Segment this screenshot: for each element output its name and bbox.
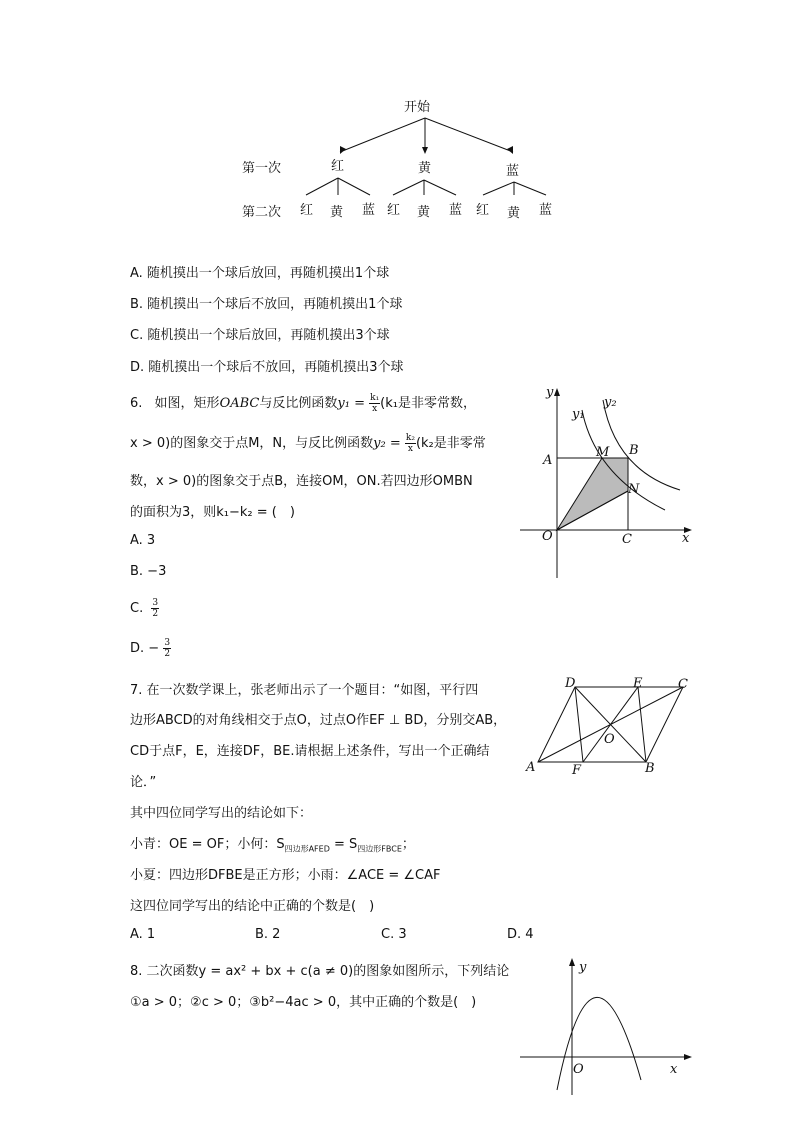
q7-sub1: 四边形AFED xyxy=(284,844,330,854)
q5-option-d[interactable]: D. 随机摸出一个球后不放回，再随机摸出3个球 xyxy=(130,360,404,375)
q6-frac1: $\frac{\text{k₁}}{x}$ xyxy=(370,393,380,414)
q6-fig-n: N xyxy=(628,482,640,497)
q6-option-c[interactable]: C. $\frac{3}{2}$ xyxy=(130,598,159,619)
q7-fig-o: O xyxy=(604,732,615,747)
tree-l1-0: 红 xyxy=(331,159,345,174)
q6-line4: 的面积为3，则k₁−k₂ = ( ) xyxy=(130,505,295,520)
q6-fig-m: M xyxy=(596,445,610,460)
tree-l2-1: 黄 xyxy=(330,205,344,220)
q7-option-a[interactable]: A. 1 xyxy=(130,927,156,942)
q6-line1 xyxy=(130,392,476,414)
q7-option-d[interactable]: D. 4 xyxy=(507,927,534,942)
q6-line2b: (k₂是非零常 xyxy=(415,436,486,451)
q8-line2: ①a > 0；②c > 0；③b²−4ac > 0，其中正确的个数是( ) xyxy=(130,995,477,1010)
q7-line4: 论．” xyxy=(130,775,157,790)
tree-l2-2: 蓝 xyxy=(362,203,376,218)
q8-figure xyxy=(515,955,695,1100)
q7-line3: CD于点F，E，连接DF，BE.请根据上述条件，写出一个正确结 xyxy=(130,744,490,759)
q7-line7: 小夏：四边形DFBE是正方形；小雨：∠ACE = ∠CAF xyxy=(130,868,441,883)
q7-line8: 这四位同学写出的结论中正确的个数是( ) xyxy=(130,899,375,914)
tree-row1-label: 第一次 xyxy=(242,161,282,176)
q7-fig-b: B xyxy=(645,761,655,776)
q7-option-b[interactable]: B. 2 xyxy=(255,927,281,942)
tree-l2-3: 红 xyxy=(387,203,401,218)
q6-line2 xyxy=(130,432,486,454)
tree-l1-2: 蓝 xyxy=(506,164,520,179)
q6-fig-y: y xyxy=(546,385,554,400)
q8-line1: 8. 二次函数y = ax² + bx + c(a ≠ 0)的图象如图所示，下列结论 xyxy=(130,964,510,979)
q7-fig-c: C xyxy=(678,677,688,692)
q6-line2a: x > 0)的图象交于点M，N，与反比例函数 xyxy=(130,436,374,451)
q6-number: 6. xyxy=(130,396,143,411)
q6-t3: (k₁是非零常数， xyxy=(380,396,476,411)
q6-t1: 如图，矩形 xyxy=(154,396,220,411)
tree-l1-1: 黄 xyxy=(418,161,432,176)
q6-t1m: OABC xyxy=(219,396,260,411)
q6-fig-b: B xyxy=(629,443,639,458)
q7-fig-d: D xyxy=(565,676,576,691)
q6-fig-x: x xyxy=(682,531,690,546)
tree-start: 开始 xyxy=(404,100,431,115)
tree-l2-8: 蓝 xyxy=(539,203,553,218)
q7-figure xyxy=(520,674,700,780)
q6-option-d[interactable]: D. − $\frac{3}{2}$ xyxy=(130,638,171,659)
q7-fig-f: F xyxy=(572,763,582,778)
q5-option-c[interactable]: C. 随机摸出一个球后放回，再随机摸出3个球 xyxy=(130,328,390,343)
q6-option-b[interactable]: B. −3 xyxy=(130,564,167,579)
q7-line2: 边形ABCD的对角线相交于点O，过点O作EF ⊥ BD，分别交AB， xyxy=(130,713,507,728)
q6-fig-o: O xyxy=(542,529,553,544)
q6-fig-y1: y₁ xyxy=(572,407,585,422)
q6-frac2: $\frac{\text{k₂}}{x}$ xyxy=(405,433,415,454)
tree-l2-6: 红 xyxy=(476,203,490,218)
tree-l2-4: 黄 xyxy=(417,205,431,220)
q6-y1: y₁ = xyxy=(337,396,365,411)
q7-fig-a: A xyxy=(526,760,536,775)
tree-row2-label: 第二次 xyxy=(242,205,282,220)
q6-fig-y2: y₂ xyxy=(604,395,617,410)
tree-l2-5: 蓝 xyxy=(449,203,463,218)
tree-l2-0: 红 xyxy=(300,203,314,218)
q6-t2: 与反比例函数 xyxy=(259,396,338,411)
q6-fig-c: C xyxy=(622,532,632,547)
q7-sub2: 四边形FBCE xyxy=(357,844,402,854)
q6-fig-a: A xyxy=(543,453,553,468)
q8-fig-x: x xyxy=(670,1062,678,1077)
q6-figure xyxy=(500,380,700,580)
q5-option-a[interactable]: A. 随机摸出一个球后放回，再随机摸出1个球 xyxy=(130,266,390,281)
q6-line3: 数，x > 0)的图象交于点B，连接OM，ON.若四边形OMBN xyxy=(130,474,473,489)
tree-diagram xyxy=(230,92,570,227)
q7-line6: 小青：OE = OF；小何：$S_{四边形AFED} = S_{四边形FBCE}$； xyxy=(130,837,415,854)
q5-option-b[interactable]: B. 随机摸出一个球后不放回，再随机摸出1个球 xyxy=(130,297,403,312)
q8-fig-o: O xyxy=(573,1062,584,1077)
q6-option-a[interactable]: A. 3 xyxy=(130,533,156,548)
q7-line5: 其中四位同学写出的结论如下： xyxy=(130,806,313,821)
q7-line1: 7. 在一次数学课上，张老师出示了一个题目：“如图，平行四 xyxy=(130,683,479,698)
q7-option-c[interactable]: C. 3 xyxy=(381,927,407,942)
q6-y2: y₂ = xyxy=(373,436,401,451)
q8-fig-y: y xyxy=(579,960,587,975)
tree-l2-7: 黄 xyxy=(507,206,521,221)
q7-fig-e: E xyxy=(633,676,643,691)
